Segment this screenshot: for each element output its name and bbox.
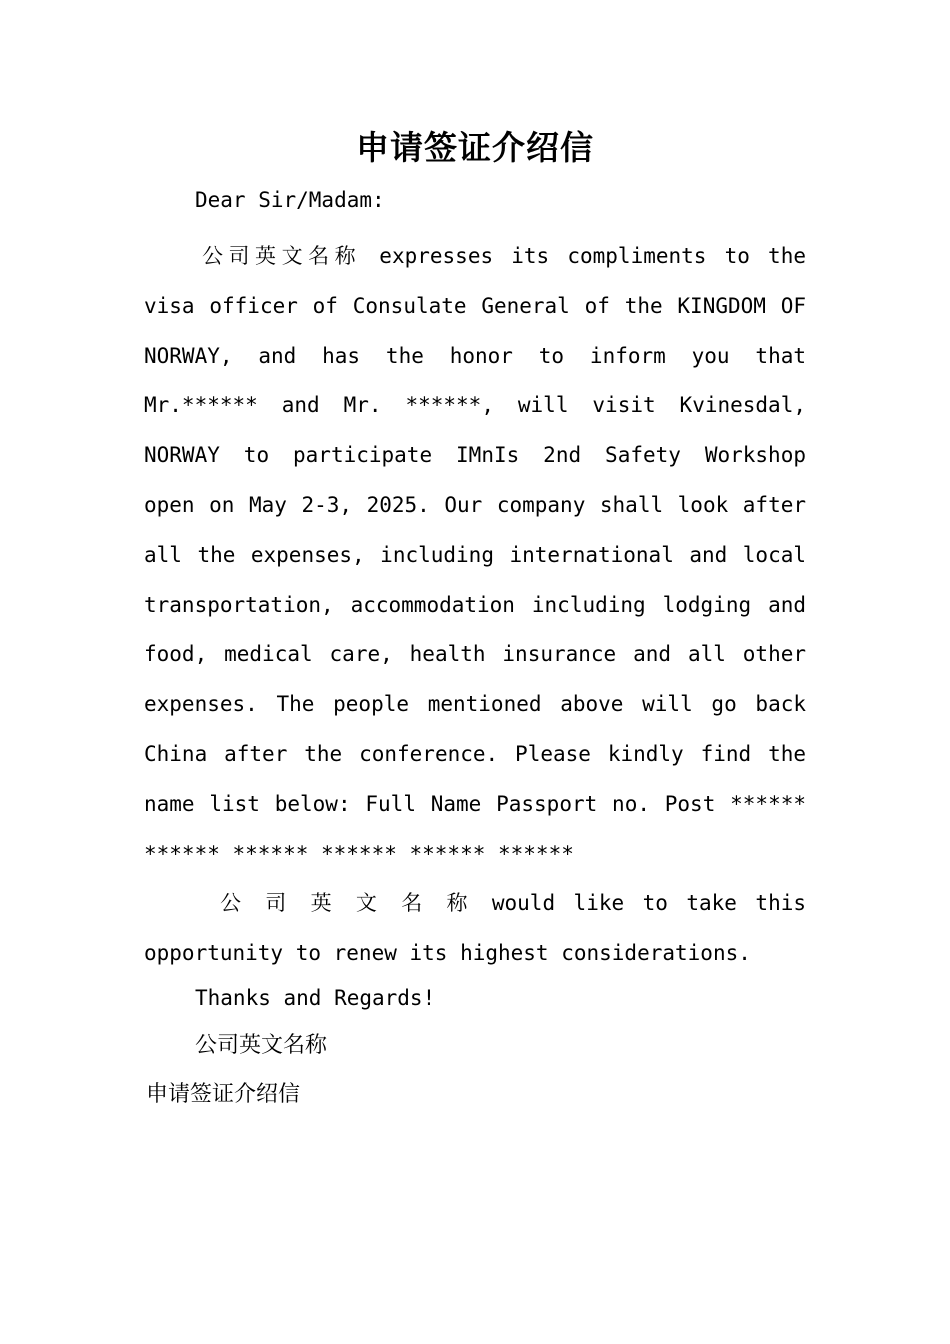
body-line: Mr.****** and Mr. ******, will visit Kvinesdal,	[144, 393, 806, 418]
body-line: 公司英文名称 expresses its compliments to the	[202, 244, 806, 268]
body-line: open on May 2-3, 2025. Our company shall look after	[144, 492, 806, 517]
body-line: ****** ****** ****** ****** ******	[144, 841, 574, 866]
body-line: food, medical care, health insurance and all other	[144, 642, 806, 667]
letter-body	[144, 232, 806, 979]
page-title: 申请签证介绍信	[356, 128, 594, 167]
body-line: name list below: Full Name Passport no. Post ******	[144, 791, 806, 816]
body-line: NORWAY to participate IMnIs 2nd Safety Workshop	[144, 443, 806, 468]
salutation: Dear Sir/Madam:	[195, 188, 385, 212]
body-line: 公 司 英 文 名 称 would like to take this	[220, 891, 806, 916]
body-line: NORWAY, and has the honor to inform you that	[144, 343, 806, 368]
body-line: visa officer of Consulate General of the KINGDOM OF	[144, 293, 806, 318]
signature: 公司英文名称	[195, 1033, 328, 1058]
footer-title: 申请签证介绍信	[146, 1082, 301, 1107]
body-line: expenses. The people mentioned above will go back	[144, 692, 806, 717]
body-line: all the expenses, including international and local	[144, 542, 806, 567]
body-line: transportation, accommodation including lodging and	[144, 592, 806, 617]
body-line: opportunity to renew its highest considerations.	[144, 941, 751, 966]
body-line: China after the conference. Please kindly find the	[144, 741, 806, 766]
closing-line: Thanks and Regards!	[195, 986, 436, 1010]
